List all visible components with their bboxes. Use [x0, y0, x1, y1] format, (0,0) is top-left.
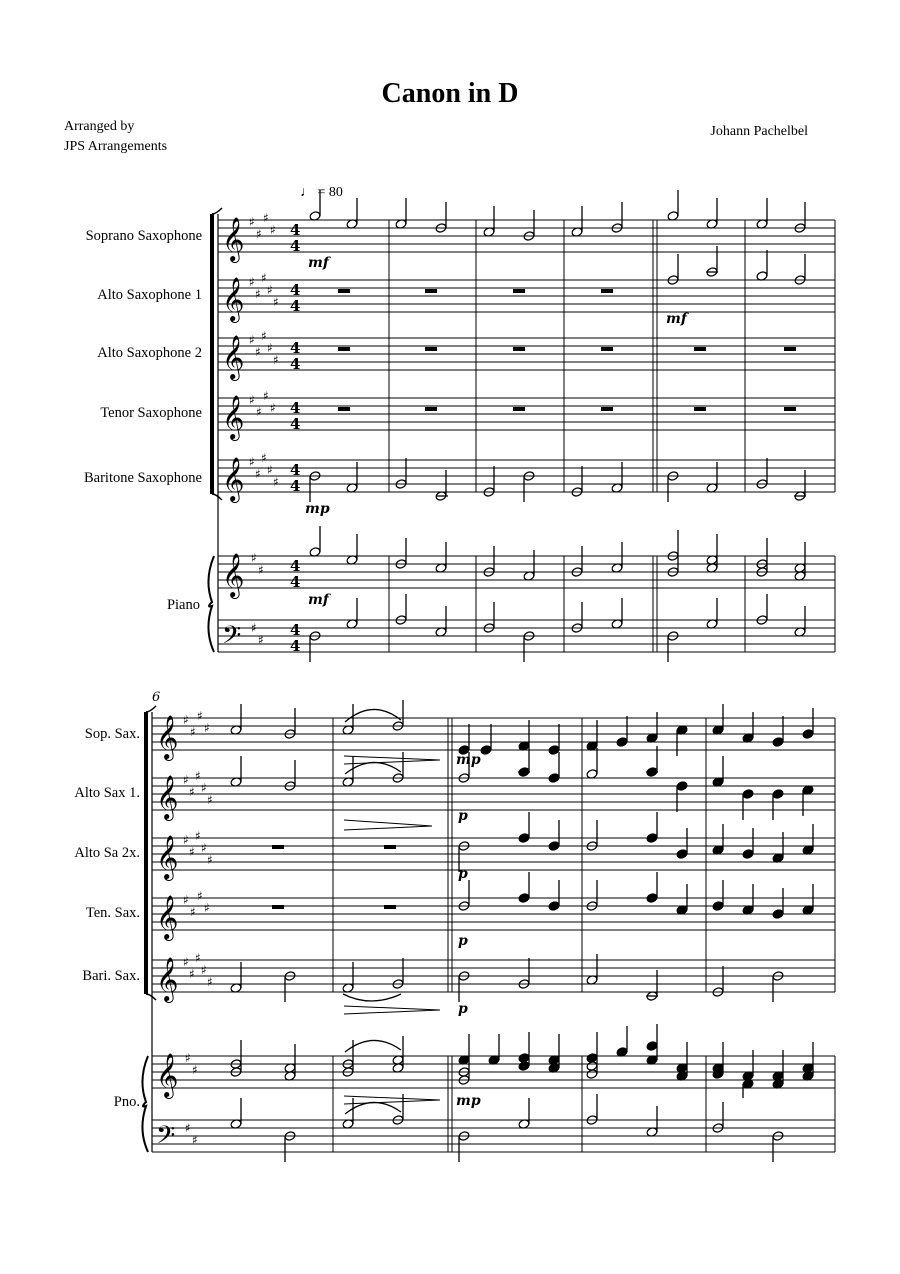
- treble-clef-icon: 𝄞: [156, 715, 179, 759]
- instrument-abbrev-piano: Pno.: [113, 1094, 140, 1110]
- instrument-name-soprano: Soprano Saxophone: [85, 228, 202, 244]
- svg-text:♯: ♯: [255, 467, 261, 481]
- svg-text:♯: ♯: [258, 563, 264, 577]
- treble-clef-icon: 𝄞: [222, 553, 245, 597]
- svg-text:♯: ♯: [195, 951, 201, 965]
- svg-text:♯: ♯: [185, 1051, 191, 1065]
- treble-clef-icon: 𝄞: [222, 457, 245, 501]
- staff-alto1-s1: [218, 280, 835, 312]
- instrument-abbrev-tenor: Ten. Sax.: [85, 905, 140, 921]
- dynamic-mark: p: [458, 933, 468, 949]
- notes-s1: [309, 190, 806, 662]
- dynamics-s1: [305, 255, 690, 608]
- treble-clef-icon: 𝄞: [222, 277, 245, 321]
- alto1-notes-s2: [230, 746, 814, 820]
- system-2: [142, 706, 835, 1152]
- instrument-name-tenor: Tenor Saxophone: [100, 405, 202, 421]
- svg-text:♯: ♯: [273, 295, 279, 309]
- svg-text:4: 4: [290, 339, 301, 357]
- dynamic-mark: p: [458, 866, 468, 882]
- dynamic-mark: mp: [305, 501, 330, 517]
- soprano-notes-s2: [230, 700, 814, 756]
- svg-text:♯: ♯: [267, 283, 273, 297]
- svg-text:♯: ♯: [197, 709, 203, 723]
- measure-number: 6: [152, 690, 161, 705]
- decrescendo-hairpin: [344, 756, 440, 764]
- dynamic-mark: mp: [456, 752, 481, 768]
- clefs-s1: [222, 217, 244, 656]
- svg-text:♯: ♯: [249, 333, 255, 347]
- instrument-name-alto1: Alto Saxophone 1: [97, 287, 202, 303]
- dynamic-mark: mf: [308, 592, 329, 608]
- svg-text:4: 4: [290, 237, 301, 255]
- treble-clef-icon: 𝄞: [222, 335, 245, 379]
- treble-clef-icon: 𝄞: [156, 835, 179, 879]
- composer-credit: Johann Pachelbel: [710, 124, 808, 139]
- svg-text:♯: ♯: [255, 287, 261, 301]
- time-signatures-s1: [290, 221, 300, 655]
- bass-clef-icon: 𝄢: [156, 1121, 176, 1156]
- svg-text:♯: ♯: [195, 829, 201, 843]
- svg-text:♯: ♯: [267, 463, 273, 477]
- baritone-notes-s2: [230, 954, 784, 1002]
- svg-text:♯: ♯: [201, 963, 207, 977]
- svg-text:♯: ♯: [197, 889, 203, 903]
- instrument-name-baritone: Baritone Saxophone: [84, 470, 202, 486]
- svg-text:♯: ♯: [261, 271, 267, 285]
- svg-text:♯: ♯: [251, 551, 257, 565]
- svg-text:4: 4: [290, 221, 301, 239]
- instrument-name-alto2: Alto Saxophone 2: [97, 345, 202, 361]
- staff-alto2-s1: [218, 338, 835, 370]
- svg-text:4: 4: [290, 637, 301, 655]
- svg-text:♯: ♯: [267, 341, 273, 355]
- svg-text:♯: ♯: [261, 451, 267, 465]
- dynamic-mark: p: [458, 808, 468, 824]
- svg-text:♯: ♯: [189, 845, 195, 859]
- quarter-note-icon: ♩: [300, 185, 314, 200]
- baritone-notes-s1: [309, 458, 806, 502]
- decrescendo-hairpin: [344, 1006, 440, 1014]
- svg-text:♯: ♯: [190, 725, 196, 739]
- decrescendo-hairpin: [344, 1096, 440, 1104]
- soprano-notes-s1: [309, 190, 806, 241]
- svg-text:4: 4: [290, 281, 301, 299]
- svg-text:♯: ♯: [273, 475, 279, 489]
- instrument-abbrev-alto2: Alto Sa 2x.: [74, 845, 140, 861]
- svg-text:♯: ♯: [251, 621, 257, 635]
- staff-piano-treble-s1: [218, 556, 835, 588]
- svg-text:♯: ♯: [273, 353, 279, 367]
- arranger-line-1: Arranged by: [64, 119, 135, 134]
- svg-text:♯: ♯: [183, 713, 189, 727]
- svg-text:♯: ♯: [249, 275, 255, 289]
- svg-text:4: 4: [290, 355, 301, 373]
- tempo-value: = 80: [317, 185, 343, 200]
- svg-text:♯: ♯: [256, 405, 262, 419]
- svg-text:4: 4: [290, 415, 301, 433]
- svg-text:4: 4: [290, 399, 301, 417]
- svg-text:♯: ♯: [261, 329, 267, 343]
- svg-text:♯: ♯: [204, 721, 210, 735]
- svg-text:♯: ♯: [270, 401, 276, 415]
- instrument-abbrev-alto1: Alto Sax 1.: [74, 785, 140, 801]
- dynamic-mark: p: [458, 1001, 468, 1017]
- svg-text:♯: ♯: [249, 393, 255, 407]
- tenor-notes-s2: [272, 872, 814, 919]
- svg-text:♯: ♯: [263, 389, 269, 403]
- piano-treble-notes-s1: [309, 526, 806, 581]
- svg-text:♯: ♯: [183, 955, 189, 969]
- decrescendo-hairpin: [344, 820, 432, 830]
- svg-text:♯: ♯: [207, 853, 213, 867]
- svg-text:♯: ♯: [190, 905, 196, 919]
- svg-text:4: 4: [290, 297, 301, 315]
- staff-tenor-s1: [218, 398, 835, 430]
- svg-text:♯: ♯: [201, 781, 207, 795]
- svg-text:♯: ♯: [249, 455, 255, 469]
- svg-text:♯: ♯: [192, 1063, 198, 1077]
- treble-clef-icon: 𝄞: [156, 895, 179, 939]
- rests-s1: [338, 289, 796, 411]
- svg-text:♯: ♯: [195, 769, 201, 783]
- treble-clef-icon: 𝄞: [222, 217, 245, 261]
- system-1: [208, 208, 835, 652]
- svg-text:♯: ♯: [207, 793, 213, 807]
- instrument-name-piano: Piano: [166, 597, 200, 613]
- svg-text:♯: ♯: [255, 345, 261, 359]
- svg-text:♯: ♯: [270, 223, 276, 237]
- notes-s2: [230, 700, 814, 1162]
- svg-text:♯: ♯: [189, 785, 195, 799]
- dynamic-mark: mp: [456, 1093, 481, 1109]
- treble-clef-icon: 𝄞: [222, 395, 245, 439]
- svg-text:♯: ♯: [183, 833, 189, 847]
- instrument-abbrev-baritone: Bari. Sax.: [82, 968, 140, 984]
- dynamic-mark: mf: [666, 311, 687, 327]
- treble-clef-icon: 𝄞: [156, 957, 179, 1001]
- svg-text:4: 4: [290, 477, 301, 495]
- key-signatures-s2: [183, 709, 213, 1147]
- score-title: Canon in D: [381, 78, 519, 109]
- svg-text:♯: ♯: [249, 215, 255, 229]
- arranger-line-2: JPS Arrangements: [64, 139, 168, 154]
- svg-text:♯: ♯: [189, 967, 195, 981]
- svg-text:4: 4: [290, 621, 301, 639]
- treble-clef-icon: 𝄞: [156, 1053, 179, 1097]
- svg-text:♯: ♯: [185, 1121, 191, 1135]
- key-signatures-s1: [249, 211, 279, 647]
- svg-text:4: 4: [290, 573, 301, 591]
- svg-text:4: 4: [290, 557, 301, 575]
- clefs-s2: [156, 715, 178, 1156]
- dynamic-mark: mf: [308, 255, 329, 271]
- staff-soprano-s1: [218, 220, 835, 252]
- svg-text:♯: ♯: [201, 841, 207, 855]
- svg-text:♯: ♯: [263, 211, 269, 225]
- svg-text:♯: ♯: [258, 633, 264, 647]
- instrument-abbrev-soprano: Sop. Sax.: [84, 726, 140, 742]
- svg-text:♯: ♯: [192, 1133, 198, 1147]
- svg-text:♯: ♯: [256, 227, 262, 241]
- svg-text:♯: ♯: [204, 901, 210, 915]
- svg-text:♯: ♯: [183, 893, 189, 907]
- bass-clef-icon: 𝄢: [222, 621, 242, 656]
- piano-treble-notes-s2: [230, 1024, 814, 1098]
- treble-clef-icon: 𝄞: [156, 775, 179, 819]
- svg-text:♯: ♯: [207, 975, 213, 989]
- svg-text:4: 4: [290, 461, 301, 479]
- svg-text:♯: ♯: [183, 773, 189, 787]
